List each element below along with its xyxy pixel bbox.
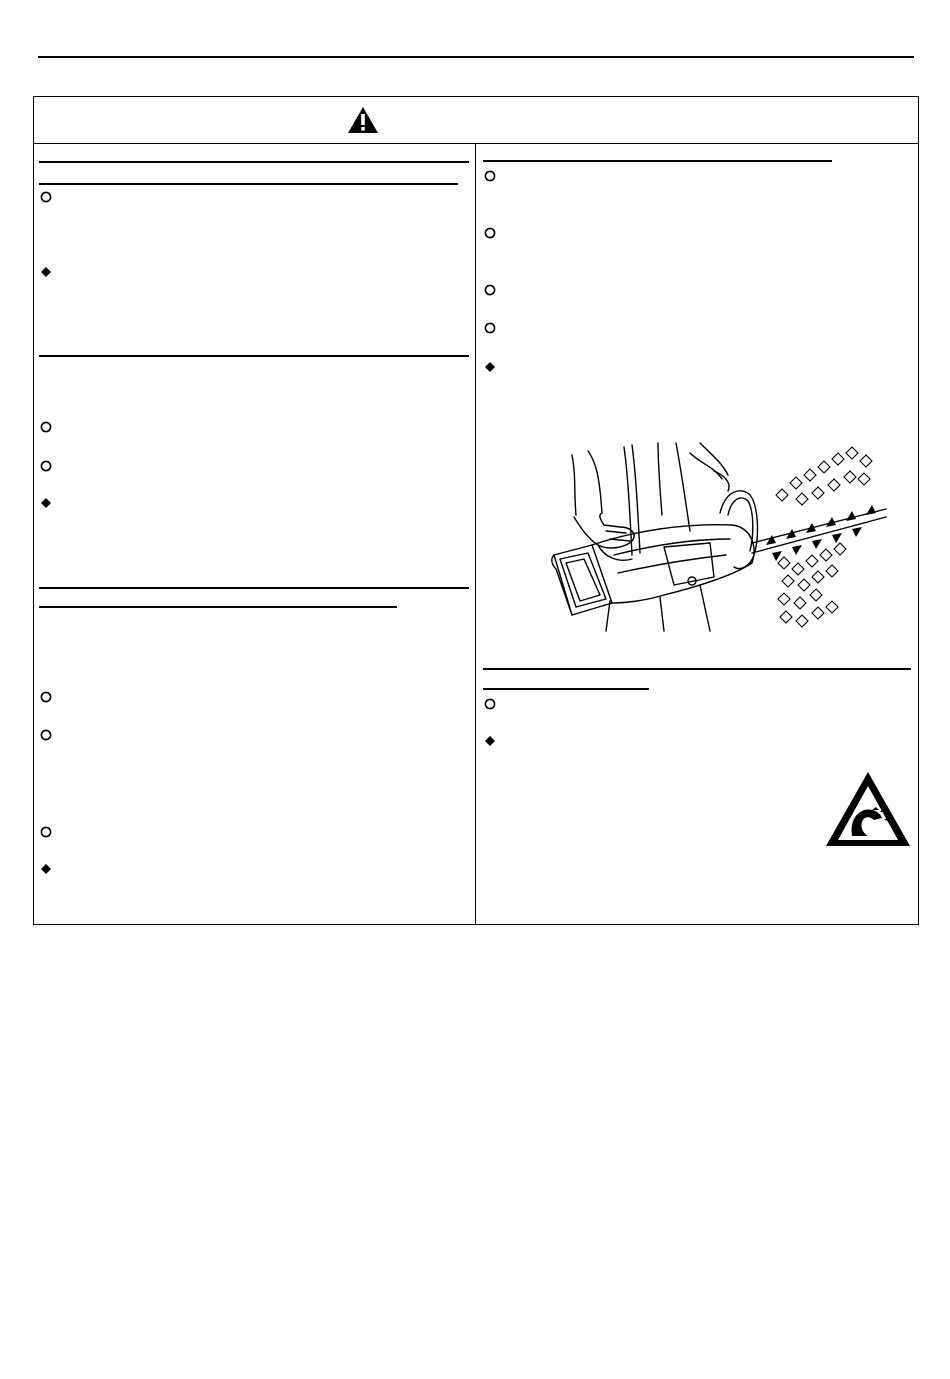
warning-header xyxy=(34,97,918,144)
circle-bullet-icon xyxy=(484,322,496,334)
section-heading-rule xyxy=(39,161,469,163)
circle-bullet-icon xyxy=(40,460,52,472)
section-heading-rule xyxy=(39,355,469,357)
section-heading-rule xyxy=(483,668,911,670)
circle-bullet-icon xyxy=(484,284,496,296)
diamond-bullet-icon xyxy=(484,735,496,747)
circle-bullet-icon xyxy=(40,826,52,838)
circle-bullet-icon xyxy=(484,227,496,239)
section-heading-underline xyxy=(39,606,397,608)
circle-bullet-icon xyxy=(40,421,52,433)
flying-debris-warning-icon xyxy=(824,770,912,848)
warning-panel xyxy=(33,96,919,925)
diamond-bullet-icon xyxy=(40,266,52,278)
circle-bullet-icon xyxy=(40,191,52,203)
circle-bullet-icon xyxy=(484,698,496,710)
section-heading-underline xyxy=(39,183,458,185)
section-heading-rule xyxy=(483,160,832,162)
circle-bullet-icon xyxy=(484,170,496,182)
section-heading-rule xyxy=(39,587,469,589)
warning-triangle-icon xyxy=(347,106,379,134)
circle-bullet-icon xyxy=(40,729,52,741)
hedge-trimmer-illustration xyxy=(514,435,899,635)
page-top-rule xyxy=(38,56,914,58)
diamond-bullet-icon xyxy=(484,361,496,373)
section-heading-underline xyxy=(483,688,649,690)
diamond-bullet-icon xyxy=(40,863,52,875)
diamond-bullet-icon xyxy=(40,497,52,509)
column-divider xyxy=(475,143,476,925)
circle-bullet-icon xyxy=(40,691,52,703)
